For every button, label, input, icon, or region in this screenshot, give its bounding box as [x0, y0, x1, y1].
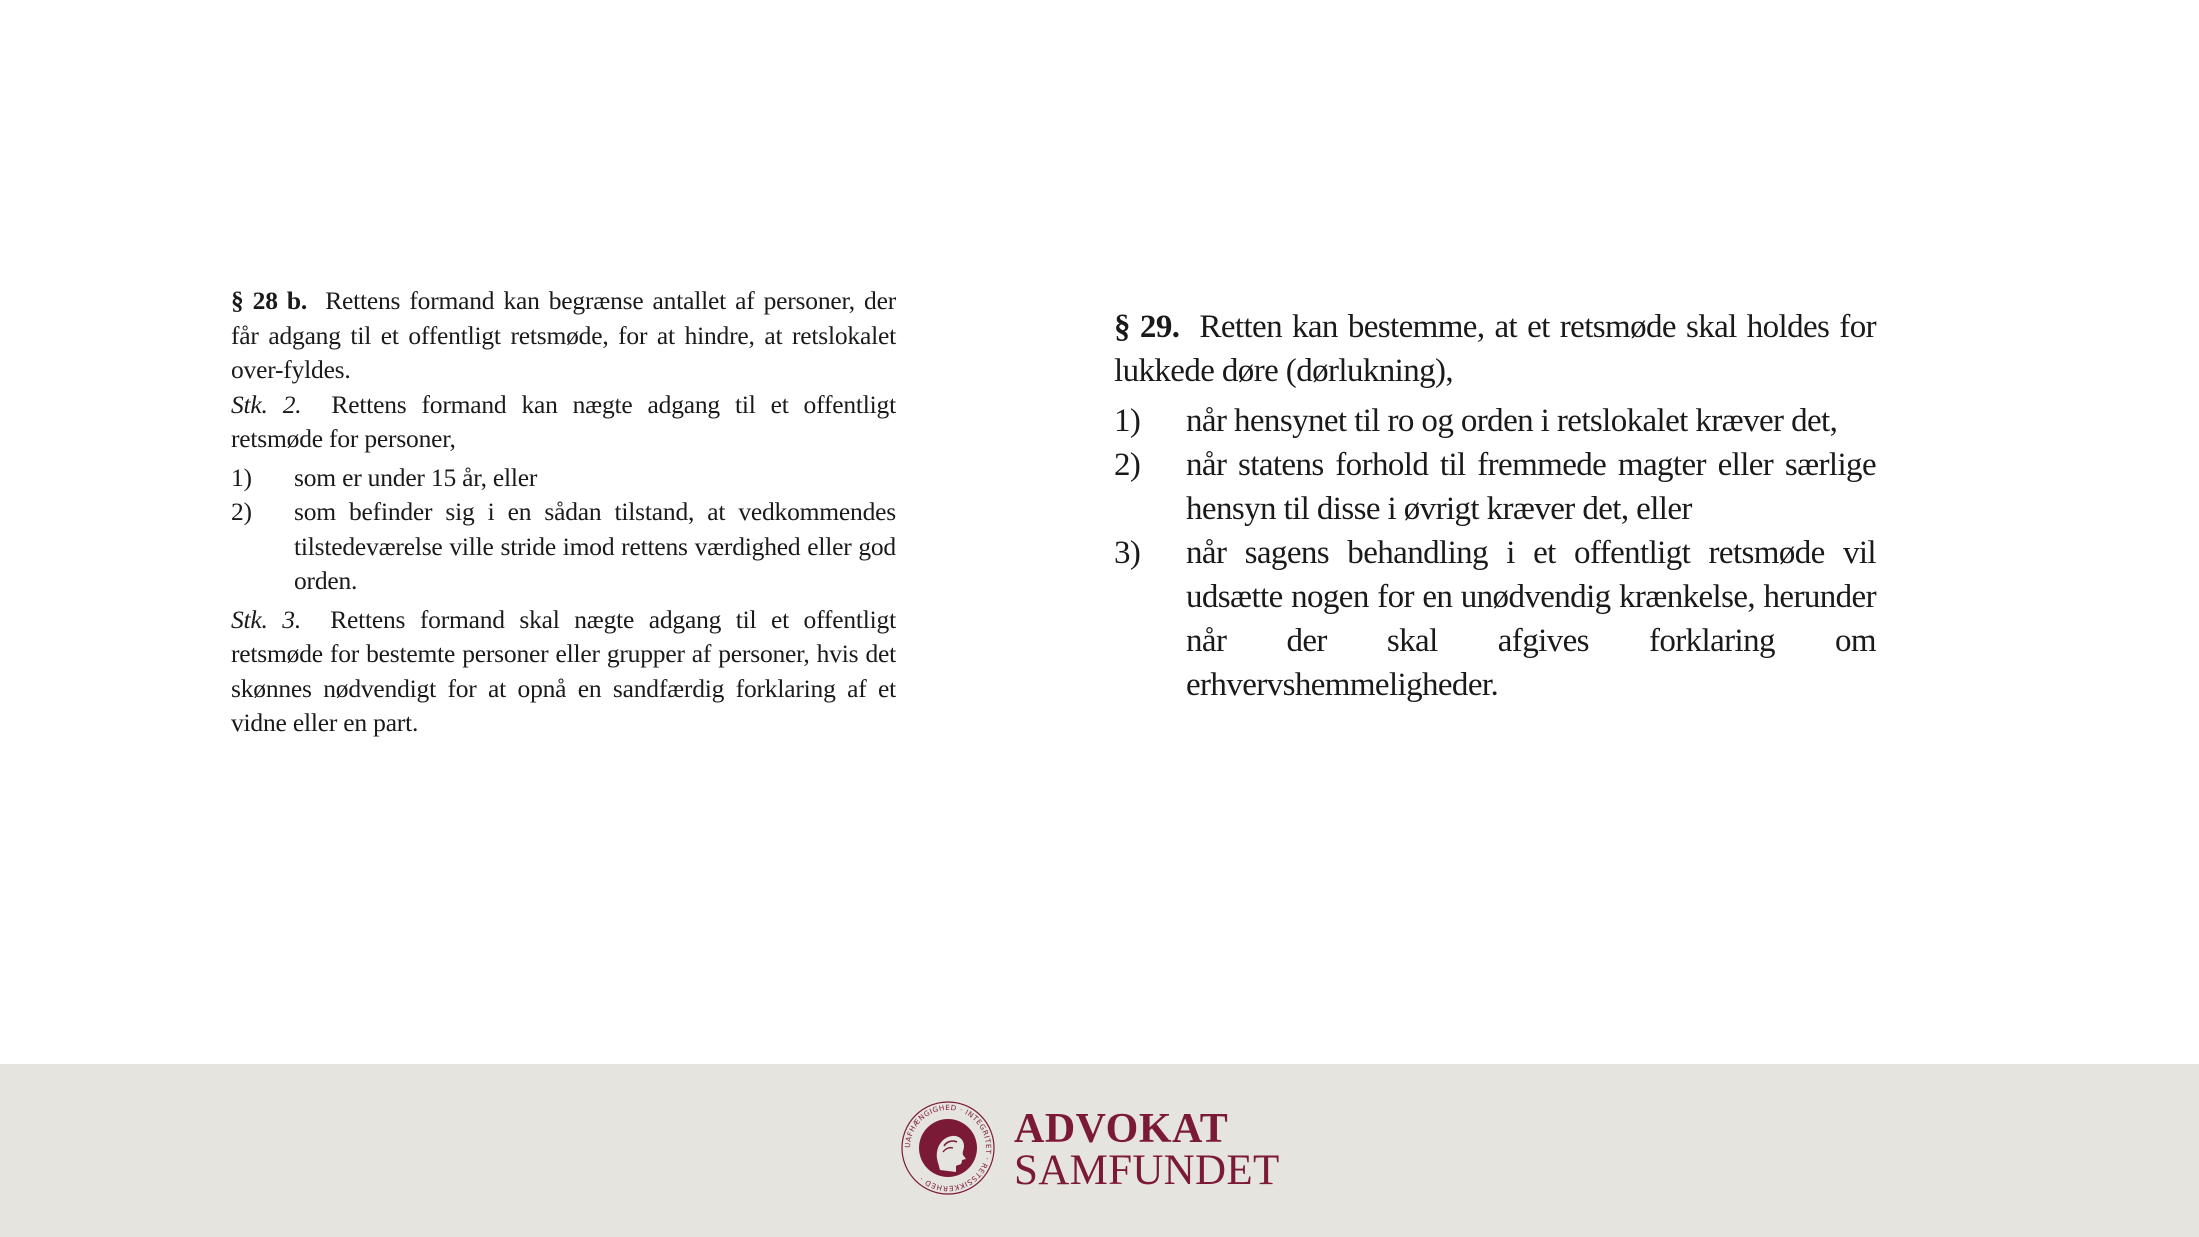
list-item-text: som befinder sig i en sådan tilstand, at vedkommendes tilstedeværelse ville stride imod rettens værdighed eller god orden. — [294, 497, 896, 595]
logo-line2: SAMFUNDET — [1014, 1147, 1280, 1194]
section-29-intro — [1114, 305, 1876, 393]
section-29-heading: § 29. — [1114, 309, 1180, 345]
list-item — [1114, 443, 1876, 531]
seal-icon — [900, 1100, 996, 1196]
logo-wordmark — [1014, 1108, 1280, 1192]
section-29-list — [1114, 399, 1876, 707]
list-item-number: 2) — [231, 497, 252, 526]
list-item — [231, 461, 896, 496]
section-28b-heading: § 28 b. — [231, 286, 307, 315]
advokatsamfundet-logo — [900, 1100, 1300, 1200]
stk3-label: Stk. 3. — [231, 604, 302, 634]
stk2-text: Rettens formand kan nægte adgang til et offentligt retsmøde for personer, — [231, 389, 896, 453]
list-item-number: 1) — [1114, 403, 1141, 439]
section-28b-list — [231, 461, 896, 599]
svg-text:UAFHÆNGIGHED · INTEGRITET · RE: UAFHÆNGIGHED · INTEGRITET · RETSSIKKERHED · — [902, 1102, 994, 1194]
section-29-intro-text: Retten kan bestemme, at et retsmøde skal holdes for lukkede døre (dørlukning), — [1114, 309, 1876, 389]
logo-line1: ADVOKAT — [1014, 1106, 1229, 1152]
section-28b-stk3 — [231, 603, 896, 741]
list-item-text: når statens forhold til fremmede magter eller særlige hensyn til disse i øvrigt kræver det, eller — [1186, 447, 1876, 527]
stk3-text: Rettens formand skal nægte adgang til et offentligt retsmøde for bestemte personer eller grupper af personer, hvis det skønnes nødvendigt for at opnå en sandfærdig forklaring af et vidne eller en part. — [231, 604, 896, 737]
stk2-label: Stk. 2. — [231, 389, 302, 419]
list-item-number: 3) — [1114, 535, 1141, 571]
list-item-number: 2) — [1114, 447, 1141, 483]
list-item — [1114, 531, 1876, 707]
section-29 — [1114, 305, 1876, 707]
list-item-text: som er under 15 år, eller — [294, 462, 538, 492]
list-item — [231, 495, 896, 599]
list-item-text: når sagens behandling i et offentligt retsmøde vil udsætte nogen for en unødvendig krænkelse, herunder når der skal afgives forklaring om erhvervshemmeligheder. — [1186, 535, 1876, 703]
list-item-number: 1) — [231, 462, 252, 492]
section-28b-stk2 — [231, 388, 896, 457]
section-28b — [231, 284, 896, 741]
section-28b-intro — [231, 284, 896, 388]
list-item-text: når hensynet til ro og orden i retslokalet kræver det, — [1186, 403, 1838, 439]
list-item — [1114, 399, 1876, 443]
section-28b-intro-text: Rettens formand kan begrænse antallet af personer, der får adgang til et offentligt retsmøde, for at hindre, at retslokalet over-fyldes. — [231, 286, 896, 384]
